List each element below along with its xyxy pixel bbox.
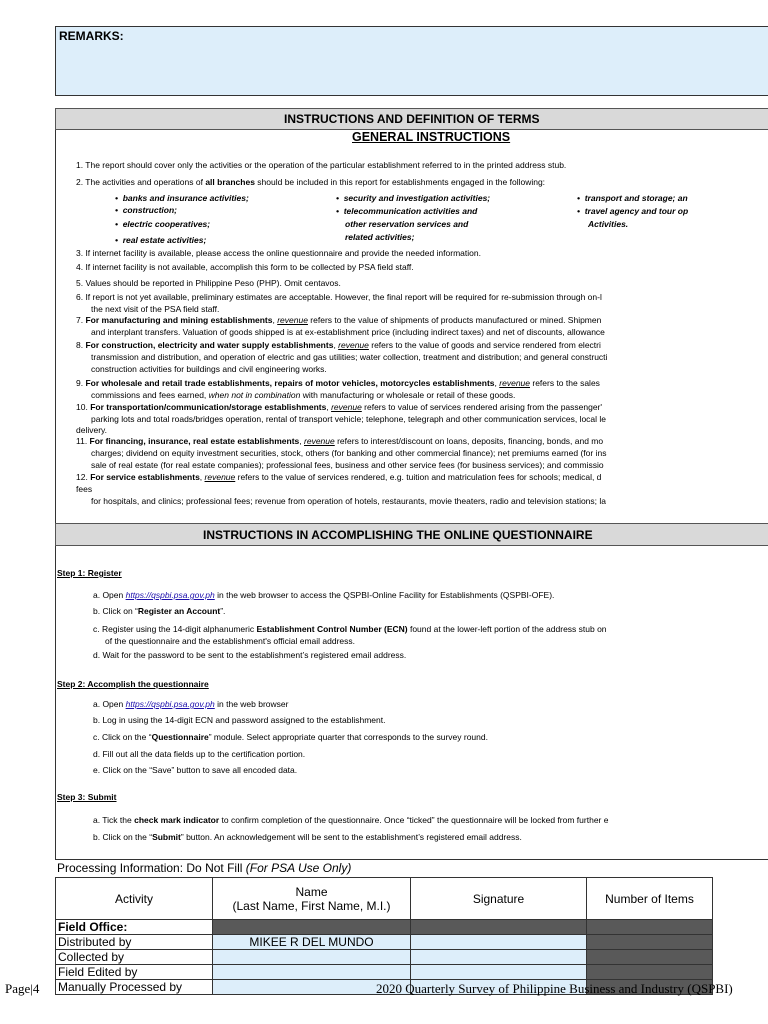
step-2a: a. Open https://qspbi.psa.gov.ph in the web browser bbox=[93, 699, 289, 709]
step-2d: d. Fill out all the data fields up to the certification portion. bbox=[93, 749, 306, 759]
qspbi-link[interactable]: https://qspbi.psa.gov.ph bbox=[125, 699, 215, 709]
table-row bbox=[56, 920, 713, 935]
instruction-8-cont: transmission and distribution, and operation of electric and gas utilities; water collection, treatment and distribution; and general constructi bbox=[91, 352, 608, 362]
step-2-heading: Step 2: Accomplish the questionnaire bbox=[57, 679, 209, 689]
form-sheet bbox=[55, 0, 768, 1010]
list-item: • electric cooperatives; bbox=[115, 219, 211, 229]
instruction-9: 9. For wholesale and retail trade establishments, repairs of motor vehicles, motorcycles establishments, revenue refers to the sales bbox=[76, 378, 600, 388]
name-cell[interactable] bbox=[213, 965, 411, 980]
instruction-12-cont: for hospitals, and clinics; professional fees; revenue from operation of hotels, restaurants, movie theaters, radio and television stations; la bbox=[91, 496, 606, 506]
instruction-2: 2. The activities and operations of all branches should be included in this report for establishments engaged in the following: bbox=[76, 177, 546, 187]
instructions-title-bar bbox=[55, 108, 768, 130]
instruction-6: 6. If report is not yet available, preliminary estimates are acceptable. However, the final report will be required for re-submission through on-l bbox=[76, 292, 602, 302]
instruction-7: 7. For manufacturing and mining establishments, revenue refers to the value of shipments of products manufactured or mined. Shipmen bbox=[76, 315, 602, 325]
list-item: Activities. bbox=[588, 219, 629, 229]
signature-cell[interactable] bbox=[411, 935, 587, 950]
activity-cell: Manually Processed by bbox=[56, 980, 213, 995]
step-3a: a. Tick the check mark indicator to confirm completion of the questionnaire. Once “ticked” the questionnaire will be locked from further e bbox=[93, 815, 609, 825]
qspbi-link[interactable]: https://qspbi.psa.gov.ph bbox=[125, 590, 215, 600]
instruction-10-cont: delivery. bbox=[76, 425, 108, 435]
step-2c: c. Click on the “Questionnaire” module. Select appropriate quarter that corresponds to the survey round. bbox=[93, 732, 488, 742]
table-header-row bbox=[56, 878, 713, 920]
name-cell bbox=[213, 920, 411, 935]
step-3b: b. Click on the “Submit” button. An acknowledgement will be sent to the establishment’s registered email address. bbox=[93, 832, 522, 842]
name-cell[interactable]: MIKEE R DEL MUNDO bbox=[213, 935, 411, 950]
items-cell bbox=[587, 950, 713, 965]
step-1c: c. Register using the 14-digit alphanumeric Establishment Control Number (ECN) found at the lower-left portion of the address stub on bbox=[93, 624, 607, 634]
signature-cell[interactable] bbox=[411, 965, 587, 980]
header-activity: Activity bbox=[56, 878, 213, 920]
table-row bbox=[56, 950, 713, 965]
list-item: • telecommunication activities and bbox=[336, 206, 478, 216]
step-3-heading: Step 3: Submit bbox=[57, 792, 117, 802]
online-title-bar bbox=[55, 523, 768, 546]
instruction-10: 10. For transportation/communication/storage establishments, revenue refers to value of services rendered arising from the passenger' bbox=[76, 402, 603, 412]
instructions-title: INSTRUCTIONS AND DEFINITION OF TERMS bbox=[284, 112, 540, 126]
instruction-4: 4. If internet facility is not available, accomplish this form to be collected by PSA field staff. bbox=[76, 262, 414, 272]
step-2e: e. Click on the “Save” button to save all encoded data. bbox=[93, 765, 298, 775]
instruction-11-cont: sale of real estate (for real estate companies); professional fees, business and other service fees (for business services); and commissio bbox=[91, 460, 604, 470]
items-cell bbox=[587, 965, 713, 980]
name-cell[interactable] bbox=[213, 950, 411, 965]
step-1c-cont: of the questionnaire and the establishment's official email address. bbox=[105, 636, 356, 646]
instruction-7-cont: and interplant transfers. Valuation of goods shipped is at ex-establishment price (including indirect taxes) and net of discounts, allowance bbox=[91, 327, 605, 337]
activity-cell: Field Office: bbox=[56, 920, 213, 935]
survey-footer: 2020 Quarterly Survey of Philippine Business and Industry (QSPBI) bbox=[376, 981, 733, 996]
instruction-12-cont: fees bbox=[76, 484, 93, 494]
signature-cell bbox=[411, 920, 587, 935]
instruction-11-cont: charges; dividend on equity investment securities, stock, others (for banking and other commercial finance); net premiums earned (for ins bbox=[91, 448, 607, 458]
instruction-9-cont: commissions and fees earned, when not in combination with manufacturing or wholesale or retail of these goods. bbox=[91, 390, 516, 400]
page-number: Page|4 bbox=[5, 981, 40, 996]
instruction-5: 5. Values should be reported in Philippine Peso (PHP). Omit centavos. bbox=[76, 278, 341, 288]
header-signature: Signature bbox=[411, 878, 587, 920]
step-2b: b. Log in using the 14-digit ECN and password assigned to the establishment. bbox=[93, 715, 386, 725]
table-row bbox=[56, 965, 713, 980]
step-1-heading: Step 1: Register bbox=[57, 568, 122, 578]
general-instructions-title: GENERAL INSTRUCTIONS bbox=[352, 130, 511, 144]
instruction-10-cont: parking lots and total roads/bridges operation, rental of transport vehicle; telephone, telegraph and other communication services, local le bbox=[91, 414, 607, 424]
items-cell bbox=[587, 920, 713, 935]
list-item: • transport and storage; an bbox=[577, 193, 688, 203]
instruction-3: 3. If internet facility is available, please access the online questionnaire and provide the needed information. bbox=[76, 248, 481, 258]
list-item: related activities; bbox=[345, 232, 415, 242]
remarks-box[interactable] bbox=[55, 26, 768, 96]
instruction-12: 12. For service establishments, revenue refers to the value of services rendered, e.g. tuition and matriculation fees for schools; medical, d bbox=[76, 472, 602, 482]
instruction-1: 1. The report should cover only the activities or the operation of the particular establishment referred to in the printed address stub. bbox=[76, 160, 567, 170]
table-row bbox=[56, 935, 713, 950]
list-item: other reservation services and bbox=[345, 219, 469, 229]
header-number-of-items: Number of Items bbox=[587, 878, 713, 920]
step-1d: d. Wait for the password to be sent to the establishment’s registered email address. bbox=[93, 650, 407, 660]
list-item: • banks and insurance activities; bbox=[115, 193, 249, 203]
instruction-8-cont: construction activities for buildings and civil engineering works. bbox=[91, 364, 327, 374]
processing-title: Processing Information: Do Not Fill (For PSA Use Only) bbox=[57, 861, 352, 875]
activity-cell: Field Edited by bbox=[56, 965, 213, 980]
list-item: • travel agency and tour op bbox=[577, 206, 689, 216]
activity-cell: Collected by bbox=[56, 950, 213, 965]
remarks-label: REMARKS: bbox=[59, 29, 124, 43]
step-1a: a. Open https://qspbi.psa.gov.ph in the web browser to access the QSPBI-Online Facility for Establishments (QSPBI-OFE). bbox=[93, 590, 555, 600]
divider bbox=[55, 859, 768, 860]
header-name: Name (Last Name, First Name, M.I.) bbox=[213, 878, 411, 920]
online-title: INSTRUCTIONS IN ACCOMPLISHING THE ONLINE QUESTIONNAIRE bbox=[203, 528, 593, 542]
processing-table bbox=[55, 877, 713, 995]
list-item: • security and investigation activities; bbox=[336, 193, 491, 203]
signature-cell[interactable] bbox=[411, 950, 587, 965]
instruction-8: 8. For construction, electricity and water supply establishments, revenue refers to the value of goods and service rendered from electri bbox=[76, 340, 601, 350]
instruction-6-cont: the next visit of the PSA field staff. bbox=[91, 304, 220, 314]
step-1b: b. Click on “Register an Account”. bbox=[93, 606, 226, 616]
instruction-11: 11. For financing, insurance, real estate establishments, revenue refers to interest/discount on loans, deposits, financing, bonds, and mo bbox=[76, 436, 604, 446]
list-item: • construction; bbox=[115, 205, 178, 215]
list-item: • real estate activities; bbox=[115, 235, 207, 245]
activity-cell: Distributed by bbox=[56, 935, 213, 950]
items-cell bbox=[587, 935, 713, 950]
